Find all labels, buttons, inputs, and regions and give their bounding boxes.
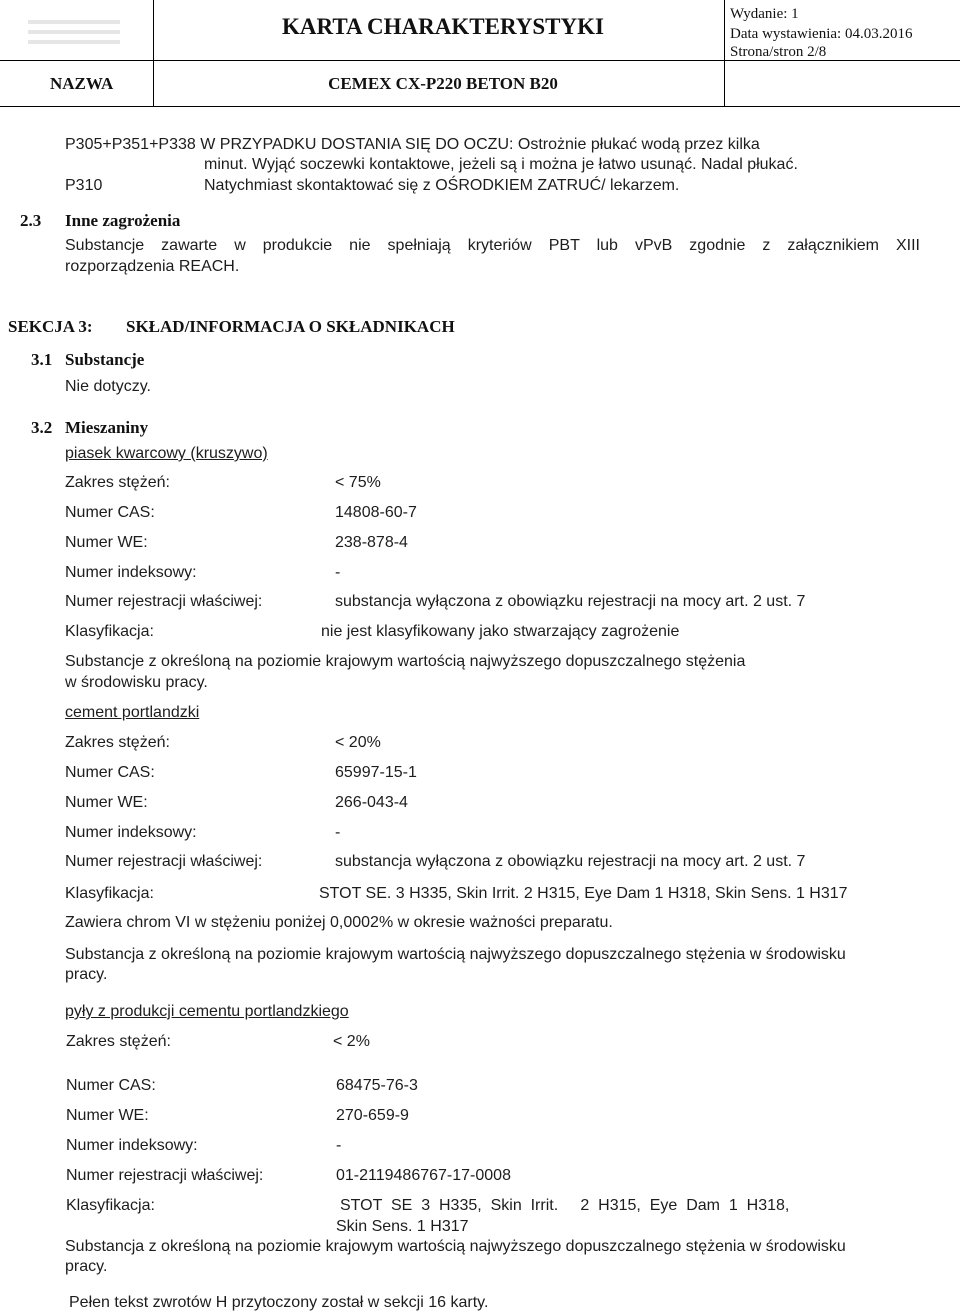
registration-label: Numer rejestracji właściwej: <box>66 1167 264 1184</box>
subsection-number: 3.2 <box>31 418 53 437</box>
cas-label: Numer CAS: <box>65 504 155 521</box>
index-label: Numer indeksowy: <box>66 1137 198 1154</box>
edition: Wydanie: 1 <box>730 6 799 22</box>
section-label: SEKCJA 3: <box>8 317 93 336</box>
substance-note-cont: pracy. <box>65 1258 108 1275</box>
ec-label: Numer WE: <box>65 534 148 551</box>
ec-value: 266-043-4 <box>335 794 408 811</box>
company-logo <box>28 20 120 50</box>
classification-label: Klasyfikacja: <box>65 623 154 640</box>
registration-label: Numer rejestracji właściwej: <box>65 853 263 870</box>
page-number: Strona/stron 2/8 <box>730 44 827 60</box>
classification-label: Klasyfikacja: <box>65 885 154 902</box>
concentration-value: < 75% <box>335 474 381 491</box>
substance-note: Substancja z określoną na poziomie krajowym wartością najwyższego dopuszczalnego stężenia w środowisku <box>65 946 846 963</box>
ec-label: Numer WE: <box>66 1107 149 1124</box>
concentration-label: Zakres stężeń: <box>65 734 170 751</box>
substance-name: piasek kwarcowy (kruszywo) <box>65 445 268 462</box>
section-number: 2.3 <box>20 211 42 230</box>
concentration-label: Zakres stężeń: <box>66 1033 171 1050</box>
cas-value: 14808-60-7 <box>335 504 417 521</box>
index-value: - <box>335 564 341 581</box>
document-header <box>0 0 960 106</box>
ec-label: Numer WE: <box>65 794 148 811</box>
substance-note: Substancje z określoną na poziomie krajowym wartością najwyższego dopuszczalnego stężenia <box>65 653 746 670</box>
precaution-p310-code: P310 <box>65 177 103 194</box>
index-label: Numer indeksowy: <box>65 564 197 581</box>
cas-label: Numer CAS: <box>66 1077 156 1094</box>
substance-name: pyły z produkcji cementu portlandzkiego <box>65 1003 349 1020</box>
substance-note-cont: w środowisku pracy. <box>65 674 208 691</box>
precaution-p305: P305+P351+P338 W PRZYPADKU DOSTANIA SIĘ DO OCZU: Ostrożnie płukać wodą przez kilka <box>65 136 760 153</box>
issue-date: Data wystawienia: 04.03.2016 <box>730 26 913 42</box>
ec-value: 270-659-9 <box>336 1107 409 1124</box>
substance-name: cement portlandzki <box>65 704 200 721</box>
substance-note-cont: pracy. <box>65 966 108 983</box>
index-value: - <box>336 1137 342 1154</box>
registration-value: substancja wyłączona z obowiązku rejestracji na mocy art. 2 ust. 7 <box>335 853 806 870</box>
h-statements-note: Pełen tekst zwrotów H przytoczony został w sekcji 16 karty. <box>69 1294 489 1311</box>
subsection-title: Substancje <box>65 350 145 369</box>
subsection-text: Nie dotyczy. <box>65 378 151 395</box>
classification-value: nie jest klasyfikowany jako stwarzający zagrożenie <box>321 623 680 640</box>
registration-value: 01-2119486767-17-0008 <box>336 1167 511 1184</box>
classification-label: Klasyfikacja: <box>66 1197 155 1214</box>
concentration-label: Zakres stężeń: <box>65 474 170 491</box>
cas-value: 68475-76-3 <box>336 1077 418 1094</box>
subsection-number: 3.1 <box>31 350 53 369</box>
cas-label: Numer CAS: <box>65 764 155 781</box>
registration-label: Numer rejestracji właściwej: <box>65 593 263 610</box>
product-name: CEMEX CX-P220 BETON B20 <box>328 74 558 93</box>
ec-value: 238-878-4 <box>335 534 408 551</box>
concentration-value: < 2% <box>333 1033 370 1050</box>
section-title: Inne zagrożenia <box>65 211 181 230</box>
precaution-p310-text: Natychmiast skontaktować się z OŚRODKIEM ZATRUĆ/ lekarzem. <box>204 177 680 194</box>
classification-value: STOT SE 3 H335, Skin Irrit. 2 H315, Eye Dam 1 H318, <box>340 1197 790 1214</box>
classification-value: STOT SE. 3 H335, Skin Irrit. 2 H315, Eye Dam 1 H318, Skin Sens. 1 H317 <box>319 885 848 902</box>
section-heading: SKŁAD/INFORMACJA O SKŁADNIKACH <box>126 317 455 336</box>
concentration-value: < 20% <box>335 734 381 751</box>
substance-note: Substancja z określoną na poziomie krajowym wartością najwyższego dopuszczalnego stężenia w środowisku <box>65 1238 846 1255</box>
name-label: NAZWA <box>50 74 114 93</box>
document-title: KARTA CHARAKTERYSTYKI <box>282 14 604 39</box>
cas-value: 65997-15-1 <box>335 764 417 781</box>
section-text: Substancje zawarte w produkcie nie spełniają kryteriów PBT lub vPvB zgodnie z załącznikiem XIII <box>65 237 920 254</box>
header-divider <box>0 106 960 107</box>
index-value: - <box>335 824 341 841</box>
section-text-cont: rozporządzenia REACH. <box>65 258 240 275</box>
registration-value: substancja wyłączona z obowiązku rejestracji na mocy art. 2 ust. 7 <box>335 593 806 610</box>
precaution-p305-cont: minut. Wyjąć soczewki kontaktowe, jeżeli są i można je łatwo usunąć. Nadal płukać. <box>204 156 798 173</box>
classification-value-cont: Skin Sens. 1 H317 <box>336 1218 469 1235</box>
chromium-note: Zawiera chrom VI w stężeniu poniżej 0,0002% w okresie ważności preparatu. <box>65 914 613 931</box>
subsection-title: Mieszaniny <box>65 418 149 437</box>
header-divider <box>153 0 154 106</box>
index-label: Numer indeksowy: <box>65 824 197 841</box>
